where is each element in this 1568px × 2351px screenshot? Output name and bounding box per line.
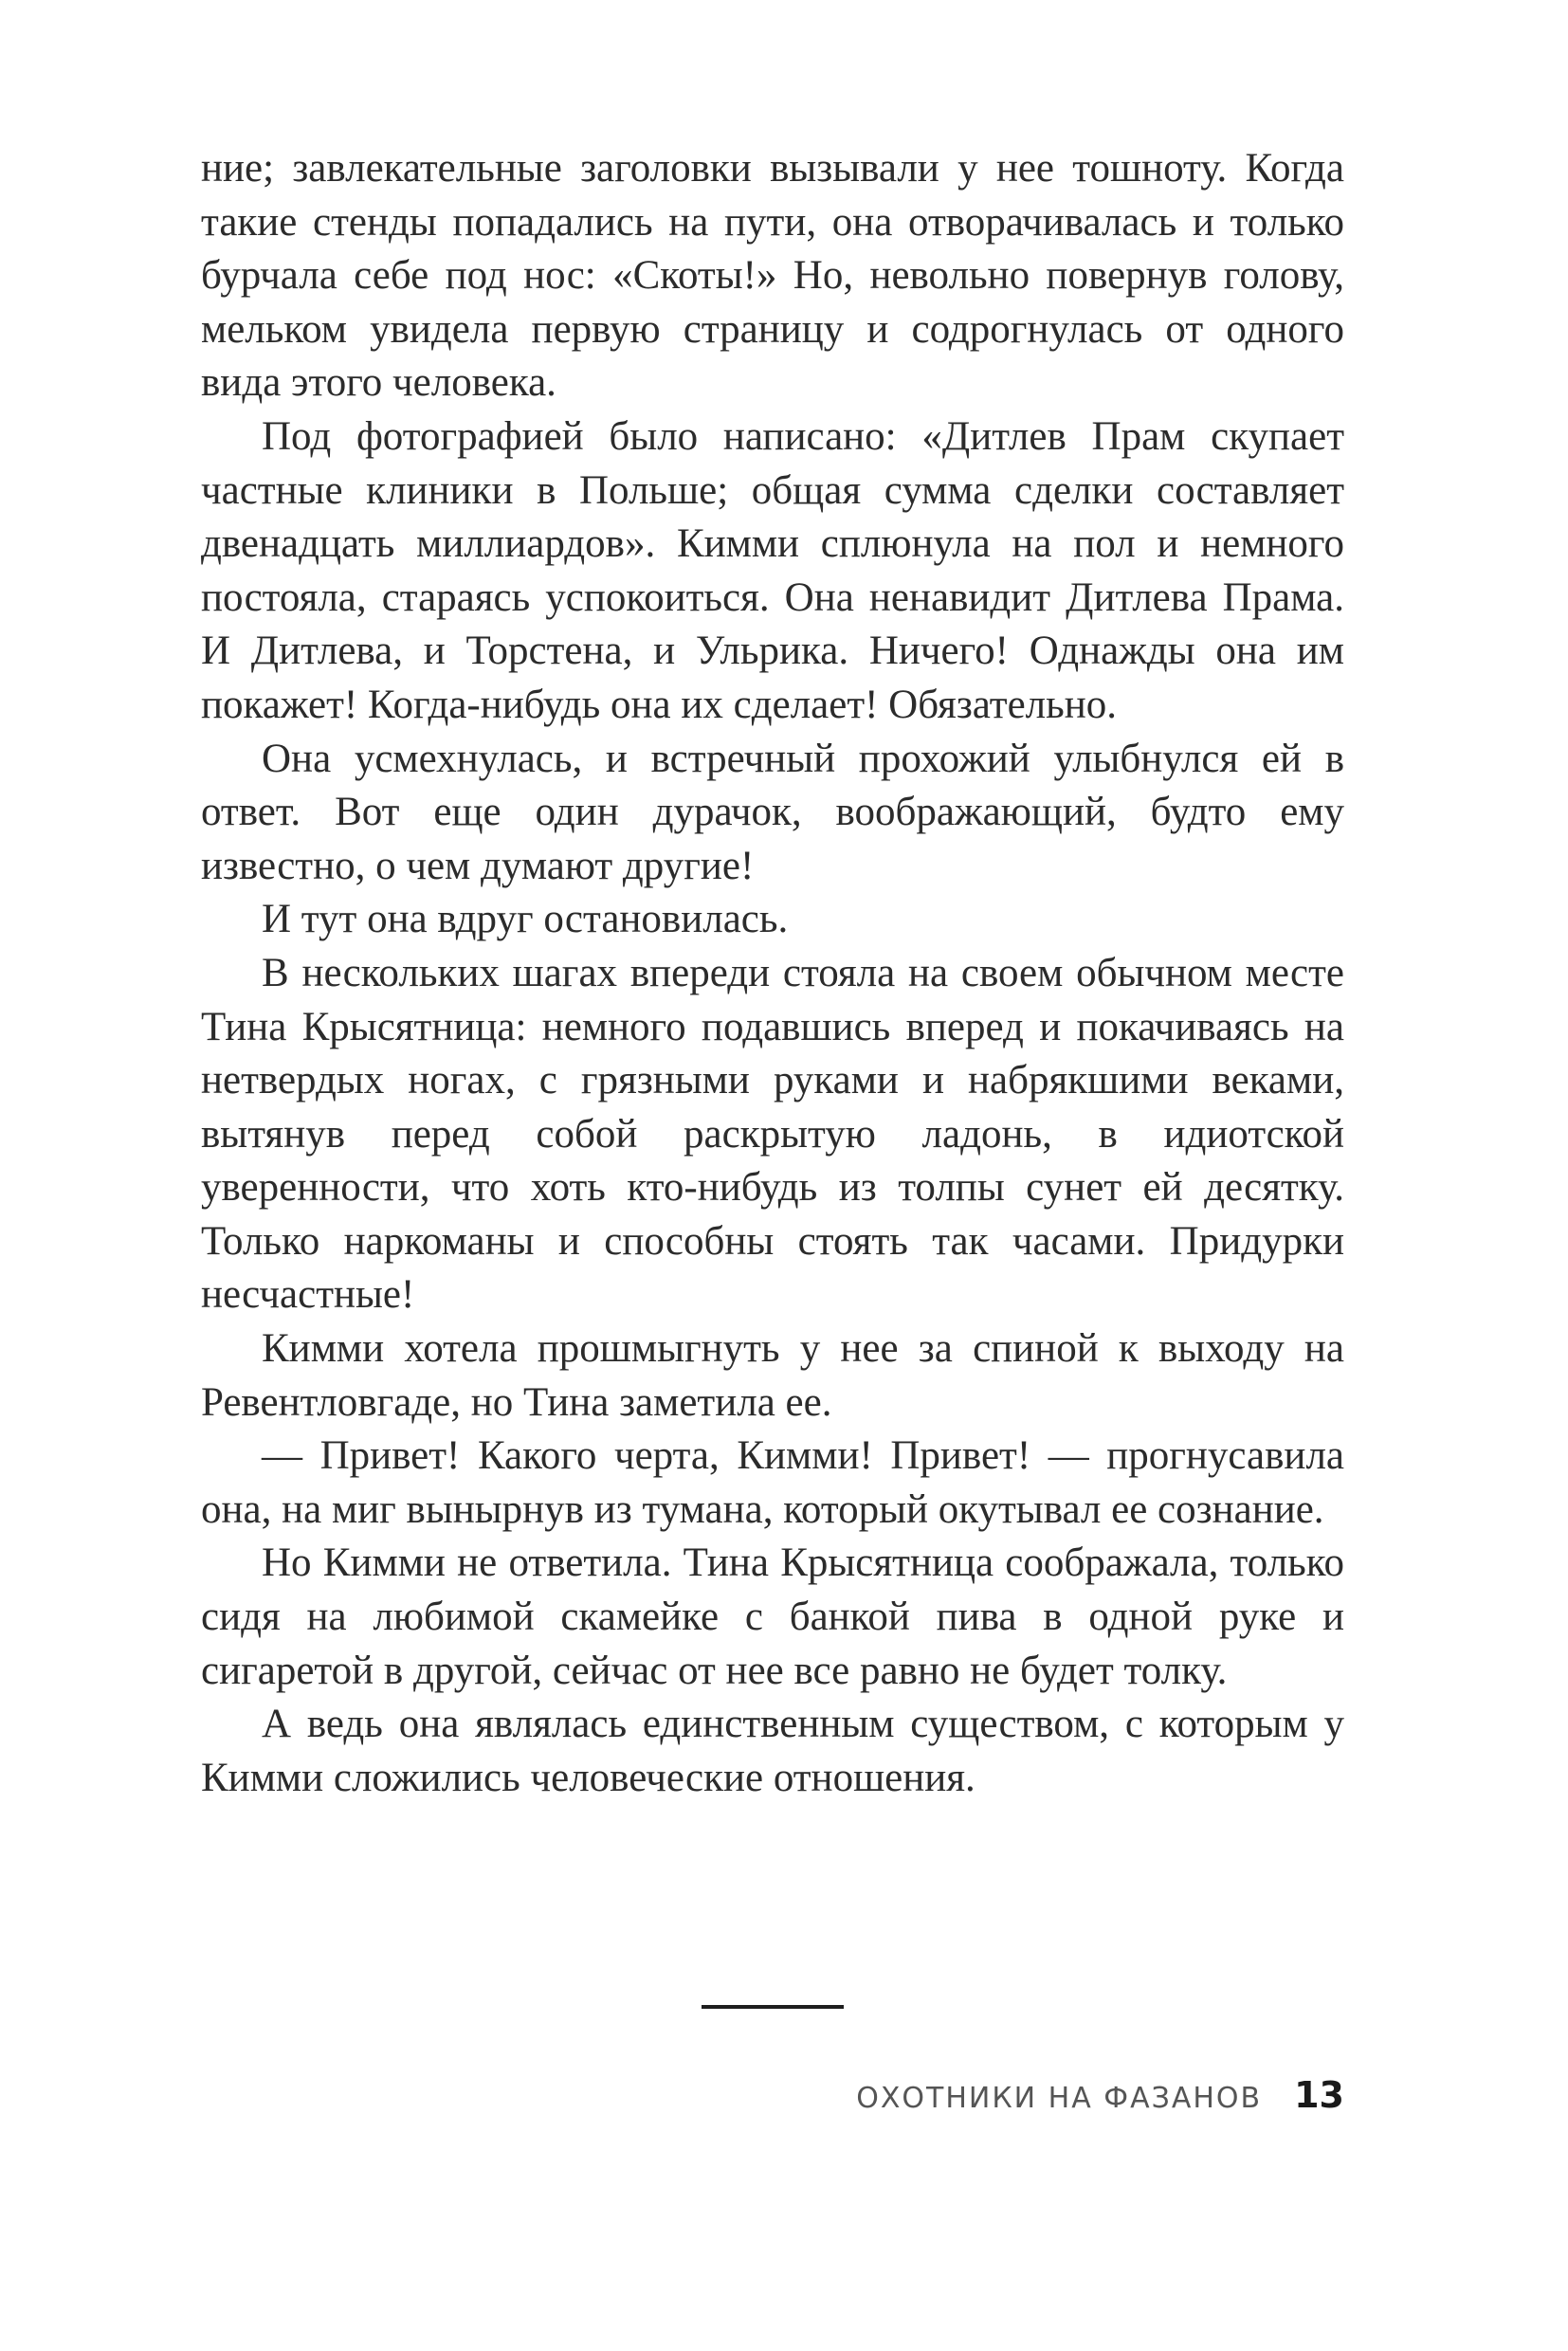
paragraph: Кимми хотела прошмыгнуть у нее за спиной к выходу на Ревентловгаде, но Тина заметила ее. <box>201 1326 1344 1425</box>
paragraph: А ведь она являлась единственным существом, с которым у Кимми сложились человеческие отношения. <box>201 1702 1344 1800</box>
paragraph: В нескольких шагах впереди стояла на своем обычном месте Тина Крысятница: немного подавшись вперед и покачиваясь на нетвердых ногах, с грязными руками и набрякшими веками, вытянув перед собой раскрытую ладонь, в идиотской уверенности, что хоть кто-нибудь из толпы сунет ей десятку. Только наркоманы и способны стоять так часами. Придурки несчастные! <box>201 950 1344 1318</box>
body-text <box>201 142 1344 1805</box>
paragraph: — Привет! Какого черта, Кимми! Привет! — прогнусавила она, на миг вынырнув из тумана, который окутывал ее сознание. <box>201 1433 1344 1532</box>
paragraph: ние; завлекательные заголовки вызывали у нее тошноту. Когда такие стенды попадались на пути, она отворачивалась и только бурчала себе под нос: «Скоты!» Но, невольно повернув голову, мельком увидела первую страницу и содрогнулась от одного вида этого человека. <box>201 146 1344 406</box>
paragraph: Она усмехнулась, и встречный прохожий улыбнулся ей в ответ. Вот еще один дурачок, воображающий, будто ему известно, о чем думают другие! <box>201 736 1344 888</box>
page-footer <box>856 2074 1344 2116</box>
paragraph: И тут она вдруг остановилась. <box>262 897 789 942</box>
paragraph: Но Кимми не ответила. Тина Крысятница соображала, только сидя на любимой скамейке с банкой пива в одной руке и сигаретой в другой, сейчас от нее все равно не будет толку. <box>201 1540 1344 1693</box>
running-title: ОХОТНИКИ НА ФАЗАНОВ <box>856 2082 1263 2115</box>
page-number: 13 <box>1294 2074 1344 2116</box>
section-divider <box>702 2005 844 2009</box>
paragraph: Под фотографией было написано: «Дитлев Прам скупает частные клиники в Польше; общая сумма сделки составляет двенадцать миллиардов». Кимми сплюнула на пол и немного постояла, стараясь успокоиться. Она ненавидит Дитлева Прама. И Дитлева, и Торстена, и Ульрика. Ничего! Однажды она им покажет! Когда-нибудь она их сделает! Обязательно. <box>201 413 1344 727</box>
